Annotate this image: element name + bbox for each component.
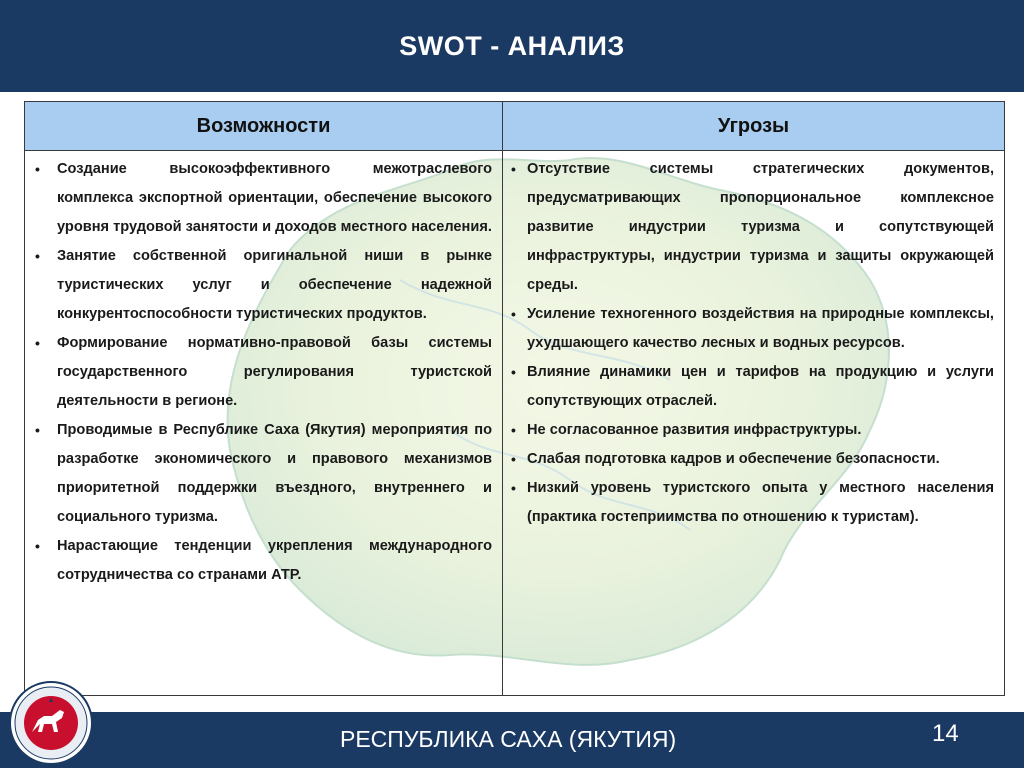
list-item: • Влияние динамики цен и тарифов на продукцию и услуги сопутствующих отраслей. [509,358,994,416]
threats-list [509,155,994,532]
list-item: • Проводимые в Республике Саха (Якутия) мероприятия по разработке экономического и правового механизмов приоритетной поддержки въездного, внутреннего и социального туризма. [31,416,492,532]
list-item: • Нарастающие тенденции укрепления международного сотрудничества со странами АТР. [31,532,492,590]
page-number: 14 [932,720,959,747]
opportunities-list [31,155,492,590]
bullet-icon: • [35,538,40,554]
swot-table [24,101,1005,696]
bullet-icon: • [511,161,516,177]
list-item: • Занятие собственной оригинальной ниши в рынке туристических услуг и обеспечение надежной конкурентоспособности туристических продуктов. [31,242,492,329]
bullet-icon: • [511,364,516,380]
footer-region-label: РЕСПУБЛИКА САХА (ЯКУТИЯ) [340,726,677,752]
slide-title: SWOT - АНАЛИЗ [399,30,625,61]
bullet-icon: • [35,335,40,351]
bullet-icon: • [511,306,516,322]
list-item: • Отсутствие системы стратегических документов, предусматривающих пропорциональное комплексное развитие индустрии туризма и сопутствующей инфраструктуры, индустрии туризма и защиты окружающей среды. [509,155,994,300]
list-item: • Формирование нормативно-правовой базы системы государственного регулирования туристской деятельности в регионе. [31,329,492,416]
slide-header [0,0,1024,95]
list-item: • Не согласованное развития инфраструктуры. [509,416,994,445]
opportunities-heading: Возможности [25,102,503,151]
threats-heading: Угрозы [503,102,1005,151]
list-item: • Слабая подготовка кадров и обеспечение безопасности. [509,445,994,474]
bullet-icon: • [511,422,516,438]
threats-cell [503,151,1005,696]
list-item: • Низкий уровень туристского опыта у местного населения (практика гостеприимства по отношению к туристам). [509,474,994,532]
bullet-icon: • [511,451,516,467]
opportunities-cell [25,151,503,696]
bullet-icon: • [35,422,40,438]
list-item: • Создание высокоэффективного межотраслевого комплекса экспортной ориентации, обеспечение высокого уровня трудовой занятости и доходов местного населения. [31,155,492,242]
coat-of-arms-icon [8,680,94,766]
slide-footer [0,712,1024,768]
bullet-icon: • [35,248,40,264]
bullet-icon: • [511,480,516,496]
bullet-icon: • [35,161,40,177]
list-item: • Усиление техногенного воздействия на природные комплексы, ухудшающего качество лесных и водных ресурсов. [509,300,994,358]
